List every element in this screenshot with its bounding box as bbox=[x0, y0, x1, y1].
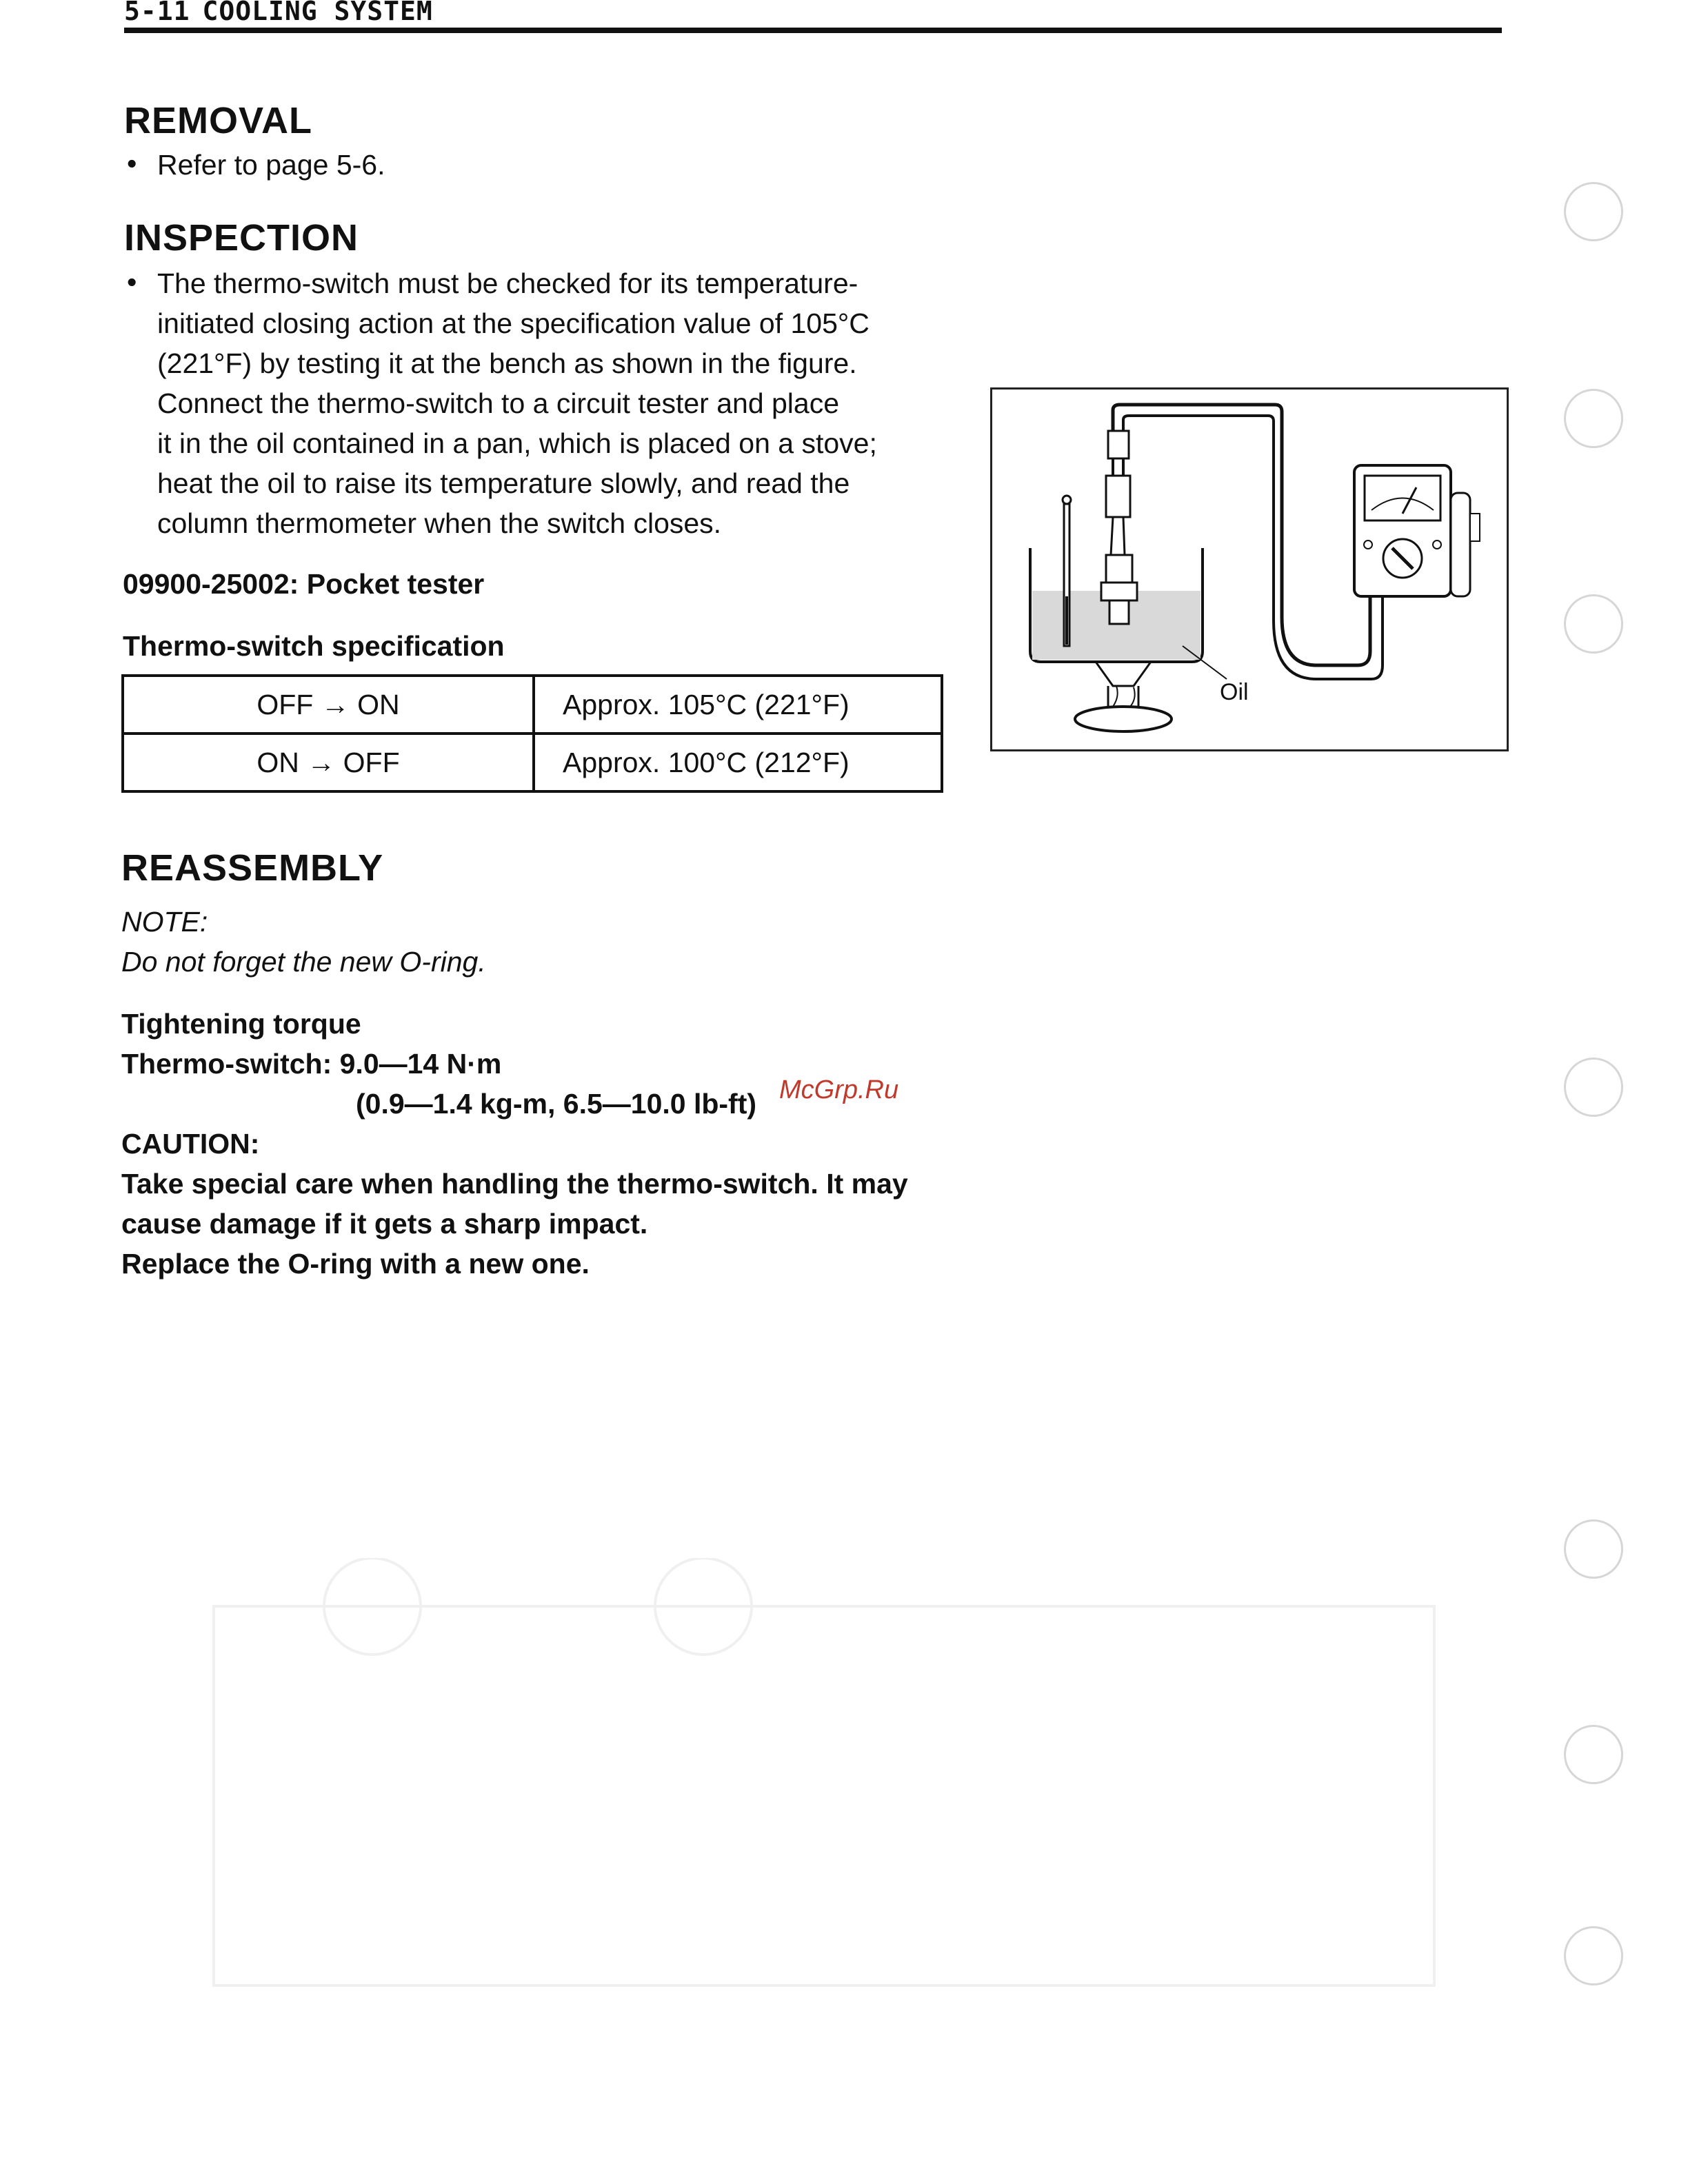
watermark: McGrp.Ru bbox=[779, 1075, 899, 1104]
spec-state-cell: OFF → ON bbox=[123, 676, 534, 734]
inspection-line: The thermo-switch must be checked for its temperature- bbox=[157, 267, 858, 299]
inspection-line: Connect the thermo-switch to a circuit tester and place bbox=[157, 387, 840, 419]
punch-hole bbox=[1564, 389, 1623, 448]
inspection-line: (221°F) by testing it at the bench as shown in the figure. bbox=[157, 347, 857, 379]
punch-hole bbox=[1564, 1058, 1623, 1117]
caution-label: CAUTION: bbox=[121, 1128, 260, 1160]
oil-label: Oil bbox=[1220, 679, 1249, 705]
punch-hole bbox=[1564, 1519, 1623, 1579]
spec-table bbox=[121, 674, 943, 793]
torque-label: Tightening torque bbox=[121, 1008, 361, 1040]
note-text: Do not forget the new O-ring. bbox=[121, 946, 486, 978]
tool-number: 09900-25002: Pocket tester bbox=[123, 568, 485, 600]
inspection-line: heat the oil to raise its temperature slowly, and read the bbox=[157, 467, 850, 499]
note-label: NOTE: bbox=[121, 906, 208, 938]
caution-line: Take special care when handling the thermo-switch. It may bbox=[121, 1168, 908, 1200]
punch-hole bbox=[1564, 182, 1623, 241]
inspection-line: column thermometer when the switch closes. bbox=[157, 507, 722, 539]
spec-state-cell: ON → OFF bbox=[123, 734, 534, 791]
page-number: 5-11 bbox=[124, 0, 190, 26]
inspection-heading: INSPECTION bbox=[124, 217, 359, 259]
punch-hole bbox=[1564, 1725, 1623, 1784]
punch-hole bbox=[1564, 1926, 1623, 1985]
table-row bbox=[123, 676, 942, 734]
torque-value-nm: Thermo-switch: 9.0—14 N·m bbox=[121, 1048, 502, 1080]
punch-hole bbox=[1564, 594, 1623, 654]
spec-title: Thermo-switch specification bbox=[123, 630, 505, 662]
reassembly-heading: REASSEMBLY bbox=[121, 847, 384, 889]
caution-line: cause damage if it gets a sharp impact. bbox=[121, 1208, 648, 1240]
inspection-bullet-dot: • bbox=[127, 266, 137, 298]
spec-value-cell: Approx. 105°C (221°F) bbox=[534, 676, 942, 734]
inspection-line: it in the oil contained in a pan, which is placed on a stove; bbox=[157, 427, 877, 459]
page-header bbox=[124, 0, 1502, 33]
spec-value-cell: Approx. 100°C (212°F) bbox=[534, 734, 942, 791]
section-title: COOLING SYSTEM bbox=[202, 0, 433, 26]
torque-value-alt: (0.9—1.4 kg-m, 6.5—10.0 lb-ft) bbox=[356, 1088, 757, 1120]
inspection-line: initiated closing action at the specification value of 105°C bbox=[157, 307, 870, 339]
header-text bbox=[124, 0, 445, 26]
removal-bullet-dot: • bbox=[127, 148, 137, 179]
thermo-switch-test-figure bbox=[990, 387, 1509, 751]
table-row bbox=[123, 734, 942, 791]
bleed-through-diagram bbox=[207, 1558, 1448, 2013]
caution-line: Replace the O-ring with a new one. bbox=[121, 1248, 590, 1280]
removal-heading: REMOVAL bbox=[124, 100, 312, 141]
removal-bullet-text: Refer to page 5-6. bbox=[157, 149, 385, 181]
inspection-paragraph bbox=[157, 263, 950, 543]
test-setup-illustration bbox=[992, 390, 1511, 754]
